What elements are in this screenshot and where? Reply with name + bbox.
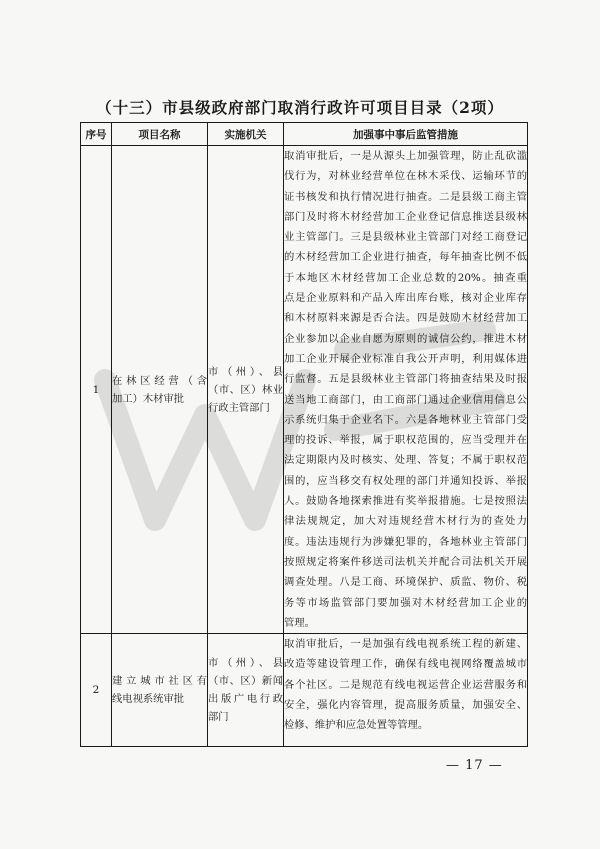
table-header-row [81, 123, 528, 146]
page-number: — 17 — [446, 758, 503, 773]
header-measures: 加强事中事后监管措施 [284, 123, 528, 146]
measure-line: 取消审批后，一是加强有线电视系统工程的新建、 [284, 638, 527, 651]
measure-line: 务等市场监管部门要加强对木材经营加工企业的 [284, 596, 527, 609]
row-number: 1 [81, 146, 112, 634]
header-agency: 实施机关 [208, 123, 284, 146]
measure-line: 业主管部门。三是县级林业主管部门对经工商登记 [284, 231, 527, 244]
measures-cell [284, 146, 528, 634]
measure-line: 部门及时将木材经营加工企业登记信息推送县级林 [284, 210, 527, 223]
row-number: 2 [81, 634, 112, 747]
measure-line: 围的，应当移交有权处理的部门并通知投诉、举报 [284, 474, 527, 487]
measure-line: 人。鼓励各地探索推进有奖举报措施。七是按照法 [284, 495, 527, 508]
item-name-cell [112, 634, 208, 747]
measure-line: 证书核发和执行情况进行抽查。二是县级工商主管 [284, 190, 527, 203]
agency-line: 市（州）、县 [208, 365, 283, 378]
header-number: 序号 [81, 123, 112, 146]
measure-line: 按照规定将案件移送司法机关并配合司法机关开展 [284, 555, 527, 568]
measure-line: 度。违法违规行为涉嫌犯罪的，各地林业主管部门 [284, 535, 527, 548]
measure-line: 律法规规定，加大对违规经营木材行为的查处力 [284, 515, 527, 528]
agency-line: 出版广电行政 [208, 693, 283, 706]
measure-line: 伐行为，对林业经营单位在林木采伐、运输环节的 [284, 170, 527, 183]
agency-cell [208, 634, 284, 747]
measures-cell [284, 634, 528, 747]
agency-line: （市、区）林业 [208, 383, 283, 396]
agency-line: 部门 [208, 711, 229, 724]
table-row [81, 146, 528, 634]
measure-line: 行监督。五是县级林业主管部门将抽查结果及时报 [284, 373, 527, 386]
agency-line: 行政主管部门 [208, 401, 270, 414]
item-name-line: 在林区经营（含 [112, 374, 207, 387]
measure-line: 企业参加以企业自愿为原则的诚信公约，推进木材 [284, 332, 527, 345]
measure-line: 安全，强化内容管理，提高服务质量，加强安全、 [284, 699, 527, 712]
agency-line: 市（州）、县 [208, 657, 283, 670]
measure-line: 送当地工商部门，由工商部门通过企业信用信息公 [284, 393, 527, 406]
measure-line: 和木材原料来源是否合法。四是鼓励木材经营加工 [284, 312, 527, 325]
measure-line: 法定期限内及时核实、处理、答复；不属于职权范 [284, 454, 527, 467]
measure-line: 改造等建设管理工作，确保有线电视网络覆盖城市 [284, 658, 527, 671]
measure-line: 各个社区。二是规范有线电视运营企业运营服务和 [284, 678, 527, 691]
measure-line: 的木材经营加工企业进行抽查，每年抽查比例不低 [284, 251, 527, 264]
measure-line: 理的投诉、举报，属于职权范围的，应当受理并在 [284, 434, 527, 447]
agency-cell [208, 146, 284, 634]
measure-line: 调查处理。八是工商、环境保护、质监、物价、税 [284, 576, 527, 589]
measure-line: 管理。 [284, 616, 315, 629]
item-name-line: 建立城市社区有 [112, 675, 207, 688]
table-row [81, 634, 528, 747]
measure-line: 加工企业开展企业标准自我公开声明，利用媒体进 [284, 352, 527, 365]
measure-line: 示系统归集于企业名下。六是各地林业主管部门受 [284, 413, 527, 426]
item-name-line: 线电视系统审批 [112, 693, 185, 706]
measure-line: 于本地区木材经营加工企业总数的20%。抽查重 [284, 271, 527, 284]
measure-line: 取消审批后，一是从源头上加强管理，防止乱砍滥 [284, 150, 527, 162]
header-item-name: 项目名称 [112, 123, 208, 146]
measure-line: 点是企业原料和产品入库出库台账，核对企业库存 [284, 292, 527, 305]
page-title: （十三）市县级政府部门取消行政许可项目目录（2项） [96, 98, 504, 117]
measure-line: 检修、维护和应急处置等管理。 [284, 719, 429, 732]
catalog-table [80, 122, 528, 747]
item-name-cell [112, 146, 208, 634]
agency-line: （市、区）新闻 [208, 675, 283, 688]
item-name-line: 加工）木材审批 [112, 392, 185, 405]
